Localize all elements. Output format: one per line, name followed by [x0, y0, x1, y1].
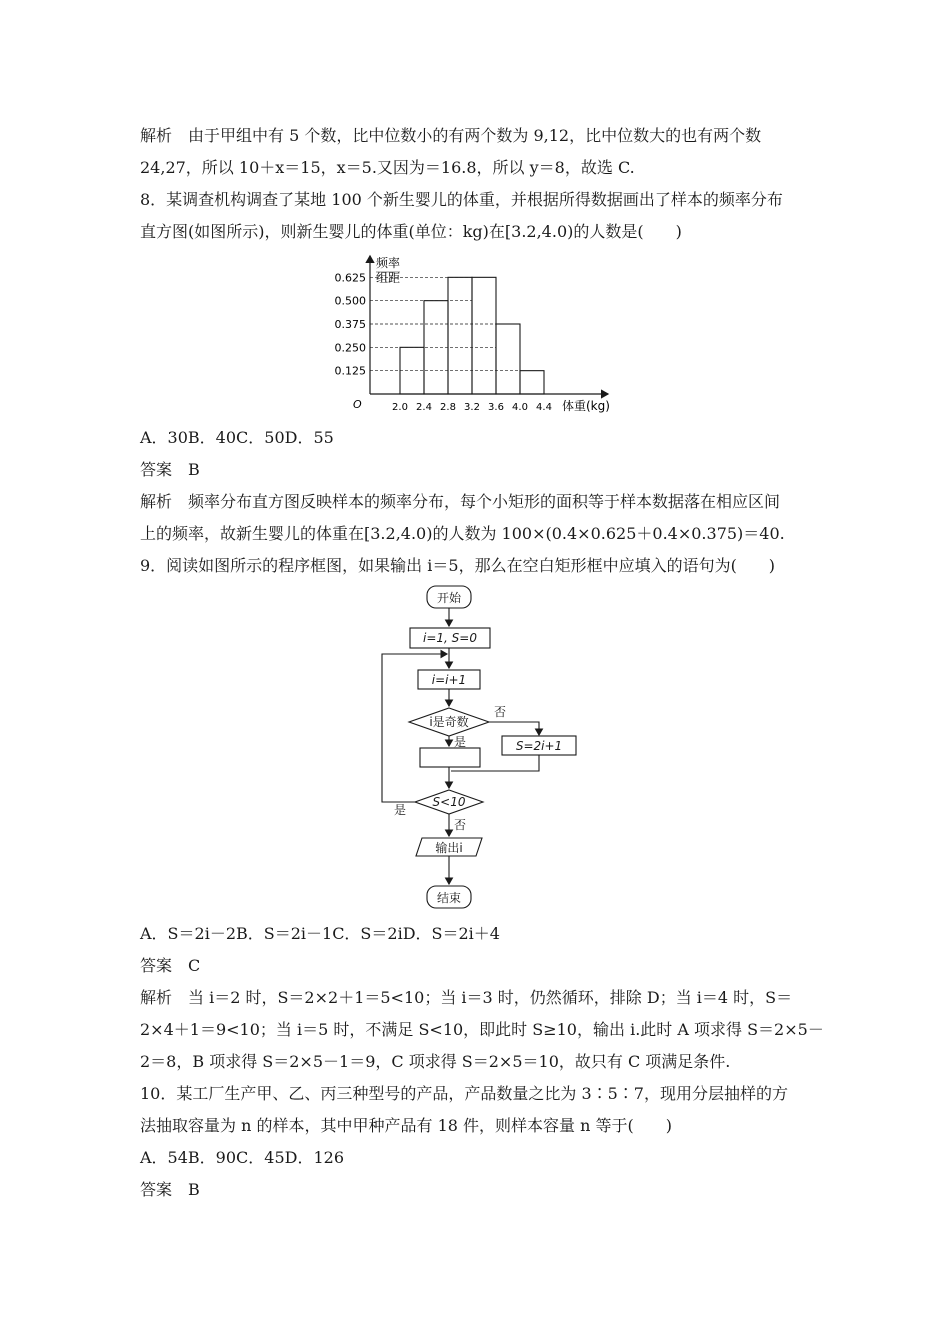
question-8-options: A．30B．40C．50D．55: [140, 428, 334, 447]
question-8-analysis-line-1: 解析 频率分布直方图反映样本的频率分布，每个小矩形的面积等于样本数据落在相应区间: [140, 492, 781, 511]
x-axis-label: 体重(kg): [562, 399, 610, 413]
question-9-analysis-line-3: 2＝8，B 项求得 S＝2×5－1＝9，C 项求得 S＝2×5＝10，故只有 C 项满足条件.: [140, 1052, 731, 1071]
y-tick-label: 0.375: [334, 318, 366, 331]
odd-yes-label: 是: [454, 735, 467, 749]
loop-yes-label: 是: [394, 803, 407, 817]
origin-label: O: [353, 398, 362, 411]
histogram-bar: [472, 277, 496, 394]
blank-box[interactable]: [420, 748, 480, 767]
y-axis-label-top: 频率: [376, 256, 401, 270]
assign-label: S=2i+1: [515, 739, 563, 753]
question-9-analysis-line-2: 2×4＋1＝9<10；当 i＝5 时，不满足 S<10，即此时 S≥10，输出 i.此时 A 项求得 S＝2×5－: [140, 1020, 824, 1039]
output-label: 输出i: [435, 841, 463, 855]
y-axis-label-bottom: 组距: [376, 271, 401, 285]
question-9-line-1: 9．阅读如图所示的程序框图，如果输出 i＝5，那么在空白矩形框中应填入的语句为( ): [140, 556, 776, 575]
question-10-options: A．54B．90C．45D．126: [140, 1148, 345, 1167]
x-tick-label: 2.8: [440, 402, 456, 413]
y-tick-label: 0.250: [334, 341, 366, 355]
x-tick-label: 2.4: [416, 402, 432, 413]
s-no-label: 否: [454, 818, 467, 832]
s-condition-label: S<10: [432, 795, 466, 809]
question-8-line-2: 直方图(如图所示)，则新生婴儿的体重(单位：kg)在[3.2,4.0)的人数是( ): [140, 222, 682, 241]
question-9-options: A．S＝2i－2B．S＝2i－1C．S＝2iD．S＝2i＋4: [140, 924, 500, 943]
question-10-line-1: 10．某工厂生产甲、乙、丙三种型号的产品，产品数量之比为 3∶5∶7，现用分层抽样的方: [140, 1084, 788, 1103]
analysis-7-line-2: 24,27，所以 10＋x＝15，x＝5.又因为＝16.8，所以 y＝8，故选 C.: [140, 158, 635, 177]
histogram-bar: [520, 371, 544, 394]
x-tick-label: 4.0: [512, 402, 528, 413]
increment-label: i=i+1: [431, 673, 467, 687]
question-8-line-1: 8．某调查机构调查了某地 100 个新生婴儿的体重，并根据所得数据画出了样本的频率分布: [140, 190, 783, 209]
analysis-7-line-1: 解析 由于甲组中有 5 个数，比中位数小的有两个数为 9,12，比中位数大的也有两个数: [140, 126, 762, 145]
y-tick-label: 0.125: [334, 364, 366, 378]
question-8-answer: 答案 B: [140, 460, 200, 479]
question-10-answer: 答案 B: [140, 1180, 200, 1199]
x-tick-label: 2.0: [392, 402, 408, 413]
start-label: 开始: [436, 591, 462, 605]
question-10-line-2: 法抽取容量为 n 的样本，其中甲种产品有 18 件，则样本容量 n 等于( ): [140, 1116, 672, 1135]
histogram-bar: [448, 277, 472, 394]
question-9-analysis-line-1: 解析 当 i＝2 时，S＝2×2＋1＝5<10；当 i＝3 时，仍然循环，排除 D；当 i＝4 时，S＝: [140, 988, 793, 1007]
y-tick-label: 0.625: [334, 271, 366, 285]
question-8-analysis-line-2: 上的频率，故新生婴儿的体重在[3.2,4.0)的人数为 100×(0.4×0.625＋0.4×0.375)＝40.: [140, 524, 785, 543]
init-label: i=1, S=0: [423, 631, 477, 645]
odd-condition-label: i是奇数: [429, 715, 469, 729]
x-tick-label: 3.6: [488, 402, 504, 413]
y-tick-label: 0.500: [334, 294, 366, 308]
x-tick-label: 4.4: [536, 402, 552, 413]
end-label: 结束: [436, 891, 462, 905]
question-9-answer: 答案 C: [140, 956, 201, 975]
histogram-bar: [496, 324, 520, 394]
x-tick-label: 3.2: [464, 402, 480, 413]
frequency-histogram: [320, 250, 620, 420]
program-flowchart: [370, 582, 590, 912]
odd-no-label: 否: [494, 705, 507, 719]
